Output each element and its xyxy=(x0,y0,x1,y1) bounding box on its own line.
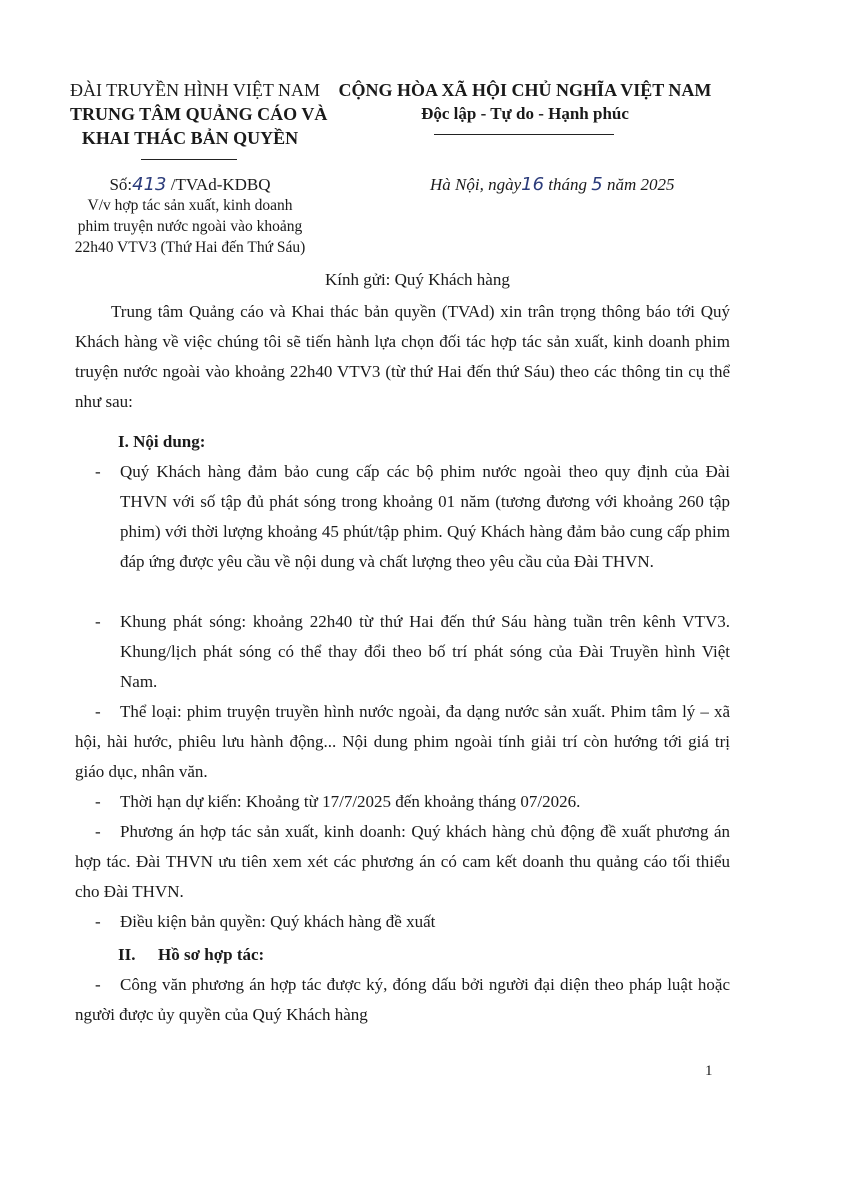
section1-bullet: - Điều kiện bản quyền: Quý khách hàng đề xuất xyxy=(95,912,436,931)
section1-bullet: - Khung phát sóng: khoảng 22h40 từ thứ Hai đến thứ Sáu hàng tuần trên kênh VTV3. Khung/lịch phát sóng có thể thay đổi theo bố trí phát sóng của Đài Truyền hình Việt Nam. xyxy=(95,612,730,691)
left-header-rule xyxy=(141,159,237,160)
subject-line-1: V/v hợp tác sản xuất, kinh doanh xyxy=(87,197,293,214)
date-year: năm 2025 xyxy=(606,175,675,194)
national-motto: Độc lập - Tự do - Hạnh phúc xyxy=(421,104,629,123)
place-date xyxy=(430,174,675,195)
doc-number-handwritten: 413 xyxy=(132,174,167,195)
org-name-line3: KHAI THÁC BẢN QUYỀN xyxy=(81,128,299,148)
date-day-handwritten: 16 xyxy=(521,174,545,195)
section2-heading-number: II. xyxy=(118,945,136,964)
org-name-line2: TRUNG TÂM QUẢNG CÁO VÀ xyxy=(70,104,328,124)
place-date-prefix: Hà Nội, ngày xyxy=(430,175,522,194)
org-name-line1: ĐÀI TRUYỀN HÌNH VIỆT NAM xyxy=(70,80,320,100)
section2-heading: Hồ sơ hợp tác: xyxy=(158,945,265,964)
republic-title: CỘNG HÒA XÃ HỘI CHỦ NGHĨA VIỆT NAM xyxy=(338,80,712,100)
subject-line-3: 22h40 VTV3 (Thứ Hai đến Thứ Sáu) xyxy=(74,239,306,256)
date-month-handwritten: 5 xyxy=(591,174,603,195)
section1-bullet: - Thể loại: phim truyện truyền hình nước ngoài, đa dạng nước sản xuất. Phim tâm lý – xã hội, hài hước, phiêu lưu hành động... Nội dung phim ngoài tính giải trí còn hướng tới giá trị giáo dục, nhân văn. xyxy=(75,702,730,781)
right-header-rule xyxy=(434,134,614,135)
greeting: Kính gửi: Quý Khách hàng xyxy=(325,270,510,289)
subject-line-2: phim truyện nước ngoài vào khoảng xyxy=(77,218,303,235)
document-number xyxy=(70,174,310,195)
section1-bullet: - Quý Khách hàng đảm bảo cung cấp các bộ phim nước ngoài theo quy định của Đài THVN với số tập đủ phát sóng trong khoảng 01 năm (tương đương với khoảng 260 tập phim) với thời lượng khoảng 45 phút/tập phim. Quý Khách hàng đảm bảo cung cấp phim đáp ứng được yêu cầu về nội dung và chất lượng theo yêu cầu của Đài THVN. xyxy=(95,462,730,571)
section1-bullet: - Phương án hợp tác sản xuất, kinh doanh: Quý khách hàng chủ động đề xuất phương án hợp tác. Đài THVN ưu tiên xem xét các phương án có cam kết doanh thu quảng cáo tối thiểu cho Đài THVN. xyxy=(75,822,730,901)
section1-bullet: - Thời hạn dự kiến: Khoảng từ 17/7/2025 đến khoảng tháng 07/2026. xyxy=(95,792,581,811)
section2-bullet: - Công văn phương án hợp tác được ký, đóng dấu bởi người đại diện theo pháp luật hoặc người được ủy quyền của Quý Khách hàng xyxy=(75,975,730,1024)
doc-number-prefix: Số: xyxy=(109,175,133,194)
page-number: 1 xyxy=(705,1063,713,1079)
doc-number-suffix: /TVAd-KDBQ xyxy=(166,175,271,194)
intro-paragraph: Trung tâm Quảng cáo và Khai thác bản quyền (TVAd) xin trân trọng thông báo tới Quý Khách hàng về việc chúng tôi sẽ tiến hành lựa chọn đối tác hợp tác sản xuất, kinh doanh phim truyện nước ngoài vào khoảng 22h40 VTV3 (từ thứ Hai đến thứ Sáu) theo các thông tin cụ thể như sau: xyxy=(75,302,730,411)
date-month-label: tháng xyxy=(548,175,588,194)
section1-heading: I. Nội dung: xyxy=(118,432,206,451)
